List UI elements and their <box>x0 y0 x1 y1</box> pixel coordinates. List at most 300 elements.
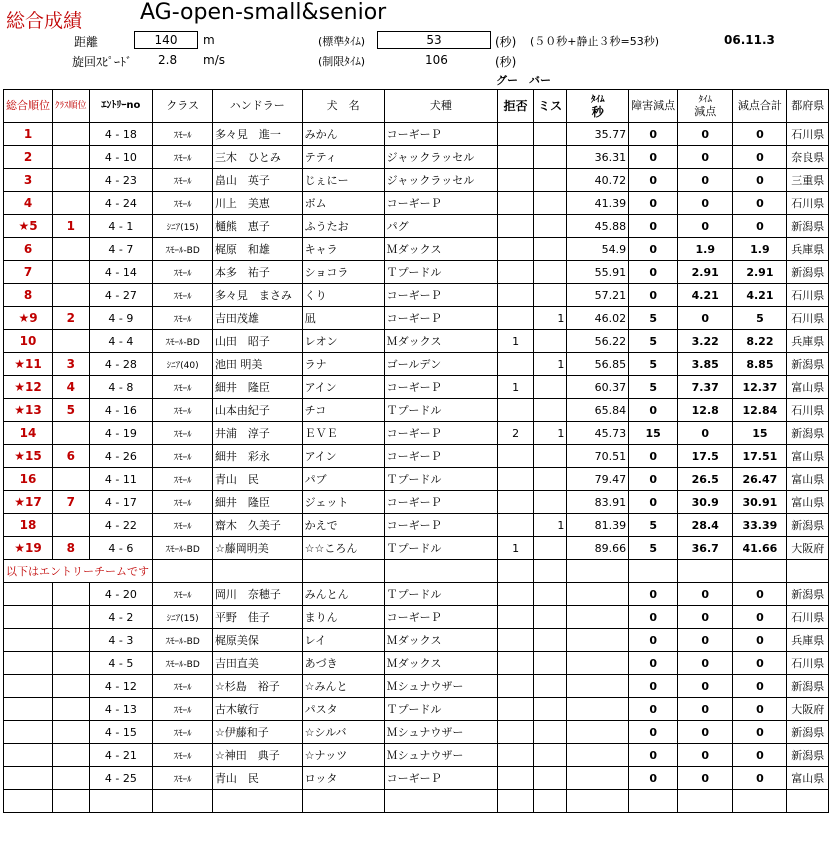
miss-cell <box>534 215 567 238</box>
class-rank-cell <box>53 652 90 675</box>
empty-cell <box>212 790 302 813</box>
empty-cell <box>733 560 787 583</box>
class-rank-cell: 4 <box>53 376 90 399</box>
dog-name-cell: あづき <box>302 652 384 675</box>
entry-no-cell: 4 - 11 <box>89 468 153 491</box>
entry-no-cell: 4 - 6 <box>89 537 153 560</box>
dog-name-cell: パブ <box>302 468 384 491</box>
table-row <box>4 514 829 537</box>
handler-cell: 山田 昭子 <box>212 330 302 353</box>
total-deduct-cell: 33.39 <box>733 514 787 537</box>
time-deduct-cell: 7.37 <box>678 376 733 399</box>
obstacle-deduct-cell: 0 <box>629 238 678 261</box>
class-rank-cell <box>53 238 90 261</box>
obstacle-deduct-cell: 0 <box>629 445 678 468</box>
speed-unit: m/s <box>203 53 225 67</box>
prefecture-cell: 石川県 <box>787 399 829 422</box>
breed-cell: Ｔプードル <box>384 583 498 606</box>
miss-cell: 1 <box>534 307 567 330</box>
distance-unit: m <box>203 33 215 47</box>
total-deduct-cell: 0 <box>733 583 787 606</box>
prefecture-cell: 新潟県 <box>787 514 829 537</box>
prefecture-cell: 新潟県 <box>787 583 829 606</box>
time-deduct-cell: 0 <box>678 583 733 606</box>
total-deduct-cell: 0 <box>733 675 787 698</box>
miss-cell <box>534 583 567 606</box>
class-rank-cell <box>53 514 90 537</box>
empty-cell <box>567 790 629 813</box>
breed-cell: コーギーＰ <box>384 491 498 514</box>
time-deduct-cell: 0 <box>678 192 733 215</box>
breed-cell: Ｍシュナウザー <box>384 744 498 767</box>
handler-cell: 山本由紀子 <box>212 399 302 422</box>
distance-value: 140 <box>134 31 198 49</box>
prefecture-cell: 石川県 <box>787 652 829 675</box>
overall-rank-cell: 1 <box>4 123 53 146</box>
class-cell: ｽﾓｰﾙ <box>153 744 213 767</box>
class-cell: ｽﾓｰﾙ <box>153 767 213 790</box>
overall-rank-cell <box>4 629 53 652</box>
time-deduct-cell: 0 <box>678 307 733 330</box>
prefecture-cell: 三重県 <box>787 169 829 192</box>
time-cell: 79.47 <box>567 468 629 491</box>
overall-rank-cell <box>4 583 53 606</box>
empty-cell <box>567 560 629 583</box>
overall-rank-cell: ★17 <box>4 491 53 514</box>
dog-name-cell: アイン <box>302 376 384 399</box>
overall-rank-cell: 2 <box>4 146 53 169</box>
class-rank-cell <box>53 767 90 790</box>
breed-cell: コーギーＰ <box>384 192 498 215</box>
refusal-cell: 1 <box>498 330 534 353</box>
refusal-cell <box>498 146 534 169</box>
col-obstacle-deduct: 障害減点 <box>629 90 678 123</box>
dog-name-cell: みんとん <box>302 583 384 606</box>
refusal-cell <box>498 629 534 652</box>
time-deduct-cell: 26.5 <box>678 468 733 491</box>
time-cell <box>567 629 629 652</box>
refusal-cell <box>498 468 534 491</box>
class-rank-cell <box>53 123 90 146</box>
entry-no-cell: 4 - 18 <box>89 123 153 146</box>
prefecture-cell: 新潟県 <box>787 422 829 445</box>
total-deduct-cell: 0 <box>733 146 787 169</box>
refusal-cell <box>498 652 534 675</box>
table-row <box>4 215 829 238</box>
time-cell: 35.77 <box>567 123 629 146</box>
time-cell: 54.9 <box>567 238 629 261</box>
speed-value: 2.8 <box>158 53 178 67</box>
obstacle-deduct-cell: 5 <box>629 307 678 330</box>
total-deduct-cell: 0 <box>733 192 787 215</box>
total-deduct-cell: 5 <box>733 307 787 330</box>
handler-cell: 川上 美恵 <box>212 192 302 215</box>
handler-cell: 青山 民 <box>212 767 302 790</box>
time-cell: 56.85 <box>567 353 629 376</box>
breed-cell: Ｍシュナウザー <box>384 675 498 698</box>
time-deduct-cell: 0 <box>678 169 733 192</box>
obstacle-deduct-cell: 5 <box>629 537 678 560</box>
class-rank-cell: 8 <box>53 537 90 560</box>
overall-rank-cell: 6 <box>4 238 53 261</box>
breed-cell: Ｔプードル <box>384 468 498 491</box>
overall-rank-cell: 10 <box>4 330 53 353</box>
table-row <box>4 422 829 445</box>
breed-cell: コーギーＰ <box>384 422 498 445</box>
class-cell: ｽﾓｰﾙ <box>153 123 213 146</box>
obstacle-deduct-cell: 0 <box>629 675 678 698</box>
overall-rank-cell: ★9 <box>4 307 53 330</box>
obstacle-deduct-cell: 0 <box>629 468 678 491</box>
entry-no-cell: 4 - 10 <box>89 146 153 169</box>
empty-cell <box>534 790 567 813</box>
entry-no-cell: 4 - 24 <box>89 192 153 215</box>
col-entry-no: ｴﾝﾄﾘｰno <box>89 90 153 123</box>
entry-no-cell: 4 - 4 <box>89 330 153 353</box>
entry-no-cell: 4 - 14 <box>89 261 153 284</box>
total-deduct-cell: 12.37 <box>733 376 787 399</box>
page-subtitle: AG-open-small&senior <box>140 0 387 25</box>
dog-name-cell: みかん <box>302 123 384 146</box>
dog-name-cell: ラナ <box>302 353 384 376</box>
breed-cell: Ｔプードル <box>384 399 498 422</box>
col-miss: ミス <box>534 90 567 123</box>
results-body <box>4 123 829 813</box>
time-cell: 83.91 <box>567 491 629 514</box>
total-deduct-cell: 0 <box>733 767 787 790</box>
class-cell: ｽﾓｰﾙ-BD <box>153 629 213 652</box>
prefecture-cell: 石川県 <box>787 307 829 330</box>
total-deduct-cell: 8.22 <box>733 330 787 353</box>
total-deduct-cell: 0 <box>733 215 787 238</box>
limit-time-unit: (秒) <box>495 55 517 69</box>
class-cell: ｽﾓｰﾙ <box>153 307 213 330</box>
col-time <box>567 90 629 123</box>
time-deduct-cell: 0 <box>678 629 733 652</box>
miss-cell: 1 <box>534 422 567 445</box>
total-deduct-cell: 8.85 <box>733 353 787 376</box>
dog-name-cell: レオン <box>302 330 384 353</box>
entry-row <box>4 767 829 790</box>
overall-rank-cell: 16 <box>4 468 53 491</box>
entry-no-cell: 4 - 19 <box>89 422 153 445</box>
handler-cell: 青山 民 <box>212 468 302 491</box>
handler-cell: ☆神田 典子 <box>212 744 302 767</box>
handler-cell: 細井 彩永 <box>212 445 302 468</box>
dog-name-cell: 凪 <box>302 307 384 330</box>
refusal-cell <box>498 606 534 629</box>
dog-name-cell: ロッタ <box>302 767 384 790</box>
empty-cell <box>534 560 567 583</box>
header-row <box>4 90 829 123</box>
prefecture-cell: 富山県 <box>787 376 829 399</box>
table-row <box>4 445 829 468</box>
handler-cell: ☆藤岡明美 <box>212 537 302 560</box>
col-class: クラス <box>153 90 213 123</box>
time-deduct-cell: 3.85 <box>678 353 733 376</box>
obstacle-deduct-cell: 0 <box>629 399 678 422</box>
entry-no-cell: 4 - 27 <box>89 284 153 307</box>
obstacle-deduct-cell: 0 <box>629 284 678 307</box>
breed-cell: ジャックラッセル <box>384 146 498 169</box>
breed-cell: コーギーＰ <box>384 767 498 790</box>
miss-cell <box>534 698 567 721</box>
breed-cell: コーギーＰ <box>384 307 498 330</box>
total-deduct-cell: 15 <box>733 422 787 445</box>
refusal-cell <box>498 583 534 606</box>
class-rank-cell <box>53 675 90 698</box>
overall-rank-cell: ★11 <box>4 353 53 376</box>
prefecture-cell: 石川県 <box>787 123 829 146</box>
time-cell: 55.91 <box>567 261 629 284</box>
refusal-cell <box>498 445 534 468</box>
time-cell: 57.21 <box>567 284 629 307</box>
refusal-cell <box>498 721 534 744</box>
entry-no-cell: 4 - 5 <box>89 652 153 675</box>
time-deduct-cell: 2.91 <box>678 261 733 284</box>
breed-cell: コーギーＰ <box>384 284 498 307</box>
distance-label: 距離 <box>74 35 99 49</box>
breed-cell: ゴールデン <box>384 353 498 376</box>
overall-rank-cell: ★15 <box>4 445 53 468</box>
overall-rank-cell: 18 <box>4 514 53 537</box>
breed-cell: コーギーＰ <box>384 514 498 537</box>
dog-name-cell: ショコラ <box>302 261 384 284</box>
time-deduct-cell: 36.7 <box>678 537 733 560</box>
handler-cell: 池田 明美 <box>212 353 302 376</box>
empty-cell <box>629 790 678 813</box>
table-row <box>4 123 829 146</box>
dog-name-cell: ☆☆ころん <box>302 537 384 560</box>
prefecture-cell: 大阪府 <box>787 537 829 560</box>
miss-cell <box>534 537 567 560</box>
time-cell: 46.02 <box>567 307 629 330</box>
col-time-deduct-top: ﾀｲﾑ <box>698 95 712 105</box>
col-class-rank: ｸﾗｽ順位 <box>53 90 90 123</box>
obstacle-deduct-cell: 0 <box>629 192 678 215</box>
obstacle-deduct-cell: 15 <box>629 422 678 445</box>
class-cell: ｽﾓｰﾙ <box>153 468 213 491</box>
overall-rank-cell <box>4 721 53 744</box>
prefecture-cell: 兵庫県 <box>787 238 829 261</box>
refusal-cell <box>498 698 534 721</box>
dog-name-cell: キャラ <box>302 238 384 261</box>
prefecture-cell: 新潟県 <box>787 675 829 698</box>
empty-cell <box>678 560 733 583</box>
handler-cell: 梶原美保 <box>212 629 302 652</box>
entry-no-cell: 4 - 3 <box>89 629 153 652</box>
entry-row <box>4 698 829 721</box>
class-cell: ｽﾓｰﾙ <box>153 169 213 192</box>
col-breed: 犬種 <box>384 90 498 123</box>
time-deduct-cell: 4.21 <box>678 284 733 307</box>
breed-cell: Ｍダックス <box>384 629 498 652</box>
time-cell <box>567 721 629 744</box>
total-deduct-cell: 0 <box>733 123 787 146</box>
empty-cell <box>629 560 678 583</box>
class-cell: ｽﾓｰﾙ <box>153 284 213 307</box>
col-handler: ハンドラー <box>212 90 302 123</box>
class-rank-cell <box>53 284 90 307</box>
group-label: グー バー <box>496 74 551 87</box>
entry-row <box>4 606 829 629</box>
overall-rank-cell: 3 <box>4 169 53 192</box>
class-rank-cell <box>53 629 90 652</box>
empty-cell <box>89 790 153 813</box>
obstacle-deduct-cell: 0 <box>629 583 678 606</box>
miss-cell <box>534 238 567 261</box>
dog-name-cell: レイ <box>302 629 384 652</box>
table-row <box>4 307 829 330</box>
time-cell <box>567 583 629 606</box>
class-cell: ｽﾓｰﾙ <box>153 491 213 514</box>
table-row <box>4 146 829 169</box>
breed-cell: パグ <box>384 215 498 238</box>
prefecture-cell: 富山県 <box>787 445 829 468</box>
total-deduct-cell: 2.91 <box>733 261 787 284</box>
overall-rank-cell: 4 <box>4 192 53 215</box>
overall-rank-cell <box>4 698 53 721</box>
table-row <box>4 284 829 307</box>
refusal-cell <box>498 675 534 698</box>
time-deduct-cell: 0 <box>678 146 733 169</box>
handler-cell: 梶原 和雄 <box>212 238 302 261</box>
obstacle-deduct-cell: 0 <box>629 629 678 652</box>
handler-cell: 古木敏行 <box>212 698 302 721</box>
overall-rank-cell: ★5 <box>4 215 53 238</box>
std-time-label: (標準ﾀｲﾑ) <box>318 35 366 48</box>
miss-cell <box>534 675 567 698</box>
overall-rank-cell <box>4 767 53 790</box>
handler-cell: 平野 佳子 <box>212 606 302 629</box>
time-cell: 45.73 <box>567 422 629 445</box>
time-cell: 70.51 <box>567 445 629 468</box>
miss-cell <box>534 468 567 491</box>
time-deduct-cell: 3.22 <box>678 330 733 353</box>
overall-rank-cell: 7 <box>4 261 53 284</box>
dog-name-cell: テティ <box>302 146 384 169</box>
class-cell: ｽﾓｰﾙ <box>153 583 213 606</box>
time-cell: 65.84 <box>567 399 629 422</box>
miss-cell <box>534 123 567 146</box>
entry-no-cell: 4 - 23 <box>89 169 153 192</box>
class-cell: ｽﾓｰﾙ-BD <box>153 537 213 560</box>
refusal-cell <box>498 215 534 238</box>
time-cell: 45.88 <box>567 215 629 238</box>
empty-row <box>4 790 829 813</box>
miss-cell <box>534 721 567 744</box>
class-cell: ｽﾓｰﾙ-BD <box>153 330 213 353</box>
prefecture-cell: 大阪府 <box>787 698 829 721</box>
time-deduct-cell: 0 <box>678 123 733 146</box>
miss-cell <box>534 491 567 514</box>
class-cell: ｼﾆｱ(15) <box>153 606 213 629</box>
miss-cell <box>534 744 567 767</box>
class-cell: ｽﾓｰﾙ <box>153 698 213 721</box>
std-time-unit: (秒) <box>495 35 517 49</box>
prefecture-cell: 新潟県 <box>787 261 829 284</box>
handler-cell: 本多 祐子 <box>212 261 302 284</box>
obstacle-deduct-cell: 0 <box>629 652 678 675</box>
handler-cell: 多々見 進一 <box>212 123 302 146</box>
dog-name-cell: アイン <box>302 445 384 468</box>
breed-cell: Ｍダックス <box>384 652 498 675</box>
total-deduct-cell: 17.51 <box>733 445 787 468</box>
miss-cell: 1 <box>534 514 567 537</box>
prefecture-cell: 奈良県 <box>787 146 829 169</box>
breed-cell: コーギーＰ <box>384 376 498 399</box>
empty-cell <box>384 560 498 583</box>
time-cell <box>567 744 629 767</box>
class-cell: ｽﾓｰﾙ-BD <box>153 652 213 675</box>
obstacle-deduct-cell: 0 <box>629 606 678 629</box>
obstacle-deduct-cell: 0 <box>629 261 678 284</box>
entry-no-cell: 4 - 26 <box>89 445 153 468</box>
refusal-cell <box>498 353 534 376</box>
time-deduct-cell: 28.4 <box>678 514 733 537</box>
table-row <box>4 169 829 192</box>
entry-row <box>4 583 829 606</box>
empty-cell <box>153 560 213 583</box>
dog-name-cell: ボム <box>302 192 384 215</box>
time-deduct-cell: 0 <box>678 606 733 629</box>
prefecture-cell: 富山県 <box>787 767 829 790</box>
total-deduct-cell: 26.47 <box>733 468 787 491</box>
time-deduct-cell: 0 <box>678 744 733 767</box>
class-cell: ｽﾓｰﾙ <box>153 422 213 445</box>
refusal-cell <box>498 261 534 284</box>
entry-no-cell: 4 - 1 <box>89 215 153 238</box>
refusal-cell <box>498 767 534 790</box>
obstacle-deduct-cell: 5 <box>629 353 678 376</box>
refusal-cell <box>498 169 534 192</box>
obstacle-deduct-cell: 0 <box>629 215 678 238</box>
refusal-cell <box>498 192 534 215</box>
class-rank-cell <box>53 468 90 491</box>
refusal-cell <box>498 491 534 514</box>
overall-rank-cell <box>4 744 53 767</box>
class-rank-cell <box>53 146 90 169</box>
table-row <box>4 238 829 261</box>
handler-cell: 齋木 久美子 <box>212 514 302 537</box>
class-rank-cell: 3 <box>53 353 90 376</box>
entry-no-cell: 4 - 22 <box>89 514 153 537</box>
entry-no-cell: 4 - 13 <box>89 698 153 721</box>
class-cell: ｽﾓｰﾙ <box>153 192 213 215</box>
handler-cell: 樋熊 恵子 <box>212 215 302 238</box>
handler-cell: 岡川 奈穂子 <box>212 583 302 606</box>
table-row <box>4 330 829 353</box>
class-rank-cell <box>53 422 90 445</box>
empty-cell <box>787 790 829 813</box>
class-cell: ｽﾓｰﾙ <box>153 445 213 468</box>
obstacle-deduct-cell: 0 <box>629 123 678 146</box>
time-cell <box>567 767 629 790</box>
time-cell: 40.72 <box>567 169 629 192</box>
refusal-cell: 1 <box>498 376 534 399</box>
refusal-cell: 1 <box>498 537 534 560</box>
dog-name-cell: かえで <box>302 514 384 537</box>
miss-cell <box>534 330 567 353</box>
miss-cell <box>534 376 567 399</box>
class-rank-cell: 5 <box>53 399 90 422</box>
breed-cell: Ｔプードル <box>384 261 498 284</box>
class-rank-cell <box>53 721 90 744</box>
time-deduct-cell: 0 <box>678 721 733 744</box>
total-deduct-cell: 0 <box>733 169 787 192</box>
obstacle-deduct-cell: 5 <box>629 330 678 353</box>
time-cell: 89.66 <box>567 537 629 560</box>
